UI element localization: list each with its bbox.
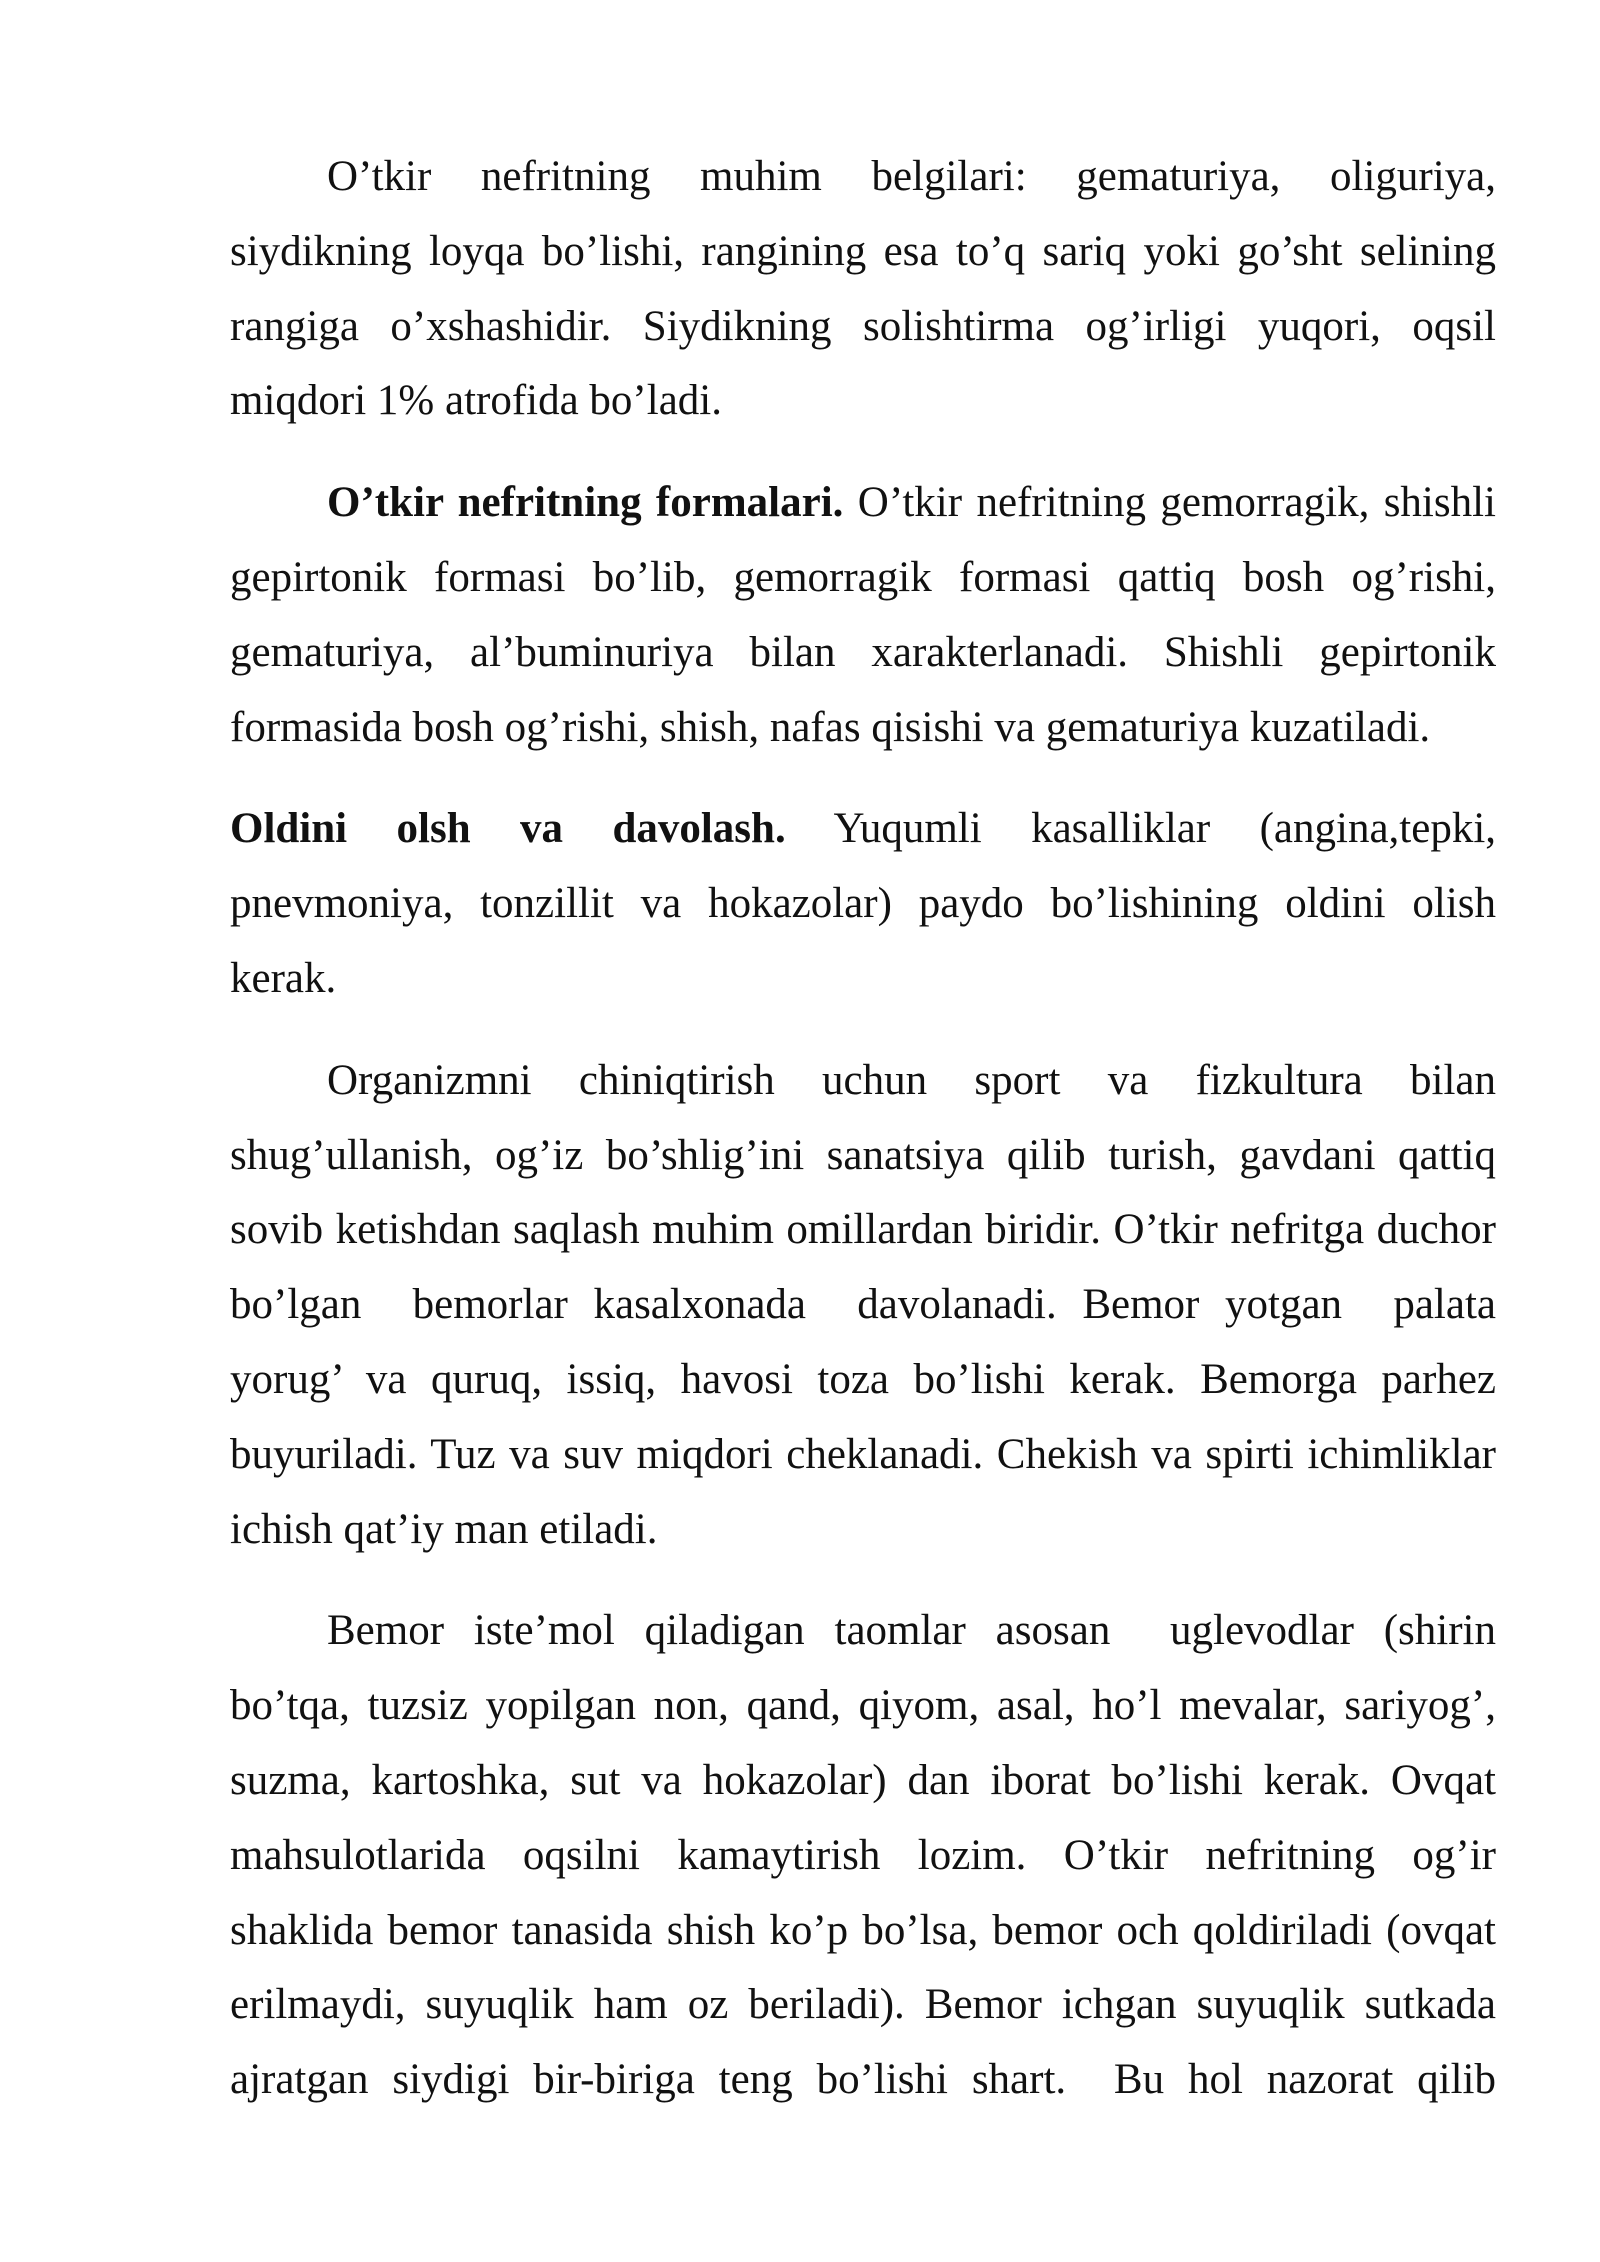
text-line: shaklida bemor tanasida shish ko’p bo’lsa, bemor och qoldiriladi (ovqat [230,1906,1496,1954]
text-line [230,792,1496,867]
text-line: buyuriladi. Tuz va suv miqdori cheklanadi. Chekish va spirti ichimliklar [230,1430,1496,1478]
text-line: suzma, kartoshka, sut va hokazolar) dan iborat bo’lishi kerak. Ovqat [230,1756,1496,1804]
text-line: siydikning loyqa bo’lishi, rangining esa to’q sariq yoki go’sht selining [230,227,1496,275]
document-body [230,140,1496,2145]
text-line-content: Yuqumli kasalliklar (angina,tepki, [833,805,1496,853]
paragraph-diet [230,1594,1496,2118]
text-line: Bemor iste’mol qiladigan taomlar asosan uglevodlar (shirin [327,1607,1496,1655]
text-line: gematuriya, al’buminuriya bilan xarakterlanadi. Shishli gepirtonik [230,628,1496,676]
paragraph-hardening [230,1044,1496,1568]
text-line: bo’lgan bemorlar kasalxonada davolanadi. Bemor yotgan palata [230,1281,1496,1329]
text-line: miqdori 1% atrofida bo’ladi. [230,377,722,425]
text-line: sovib ketishdan saqlash muhim omillardan biridir. O’tkir nefritga duchor [230,1206,1496,1254]
text-line: O’tkir nefritning muhim belgilari: gematuriya, oliguriya, [327,153,1496,200]
text-line: Organizmni chiniqtirish uchun sport va fizkultura bilan [327,1056,1496,1104]
text-line: yorug’ va quruq, issiq, havosi toza bo’lishi kerak. Bemorga parhez [230,1355,1496,1403]
section-heading-forms: O’tkir nefritning formalari. [327,479,844,527]
text-line: kerak. [230,954,337,1002]
text-line: formasida bosh og’rishi, shish, nafas qisishi va gematuriya kuzatiladi. [230,703,1431,751]
text-line-content: O’tkir nefritning gemorragik, shishli [857,479,1496,527]
text-line: ajratgan siydigi bir-biriga teng bo’lishi shart. Bu hol nazorat qilib [230,2056,1496,2104]
text-line: erilmaydi, suyuqlik ham oz beriladi). Bemor ichgan suyuqlik sutkada [230,1981,1496,2029]
text-line: rangiga o’xshashidir. Siydikning solishtirma og’irligi yuqori, oqsil [230,302,1496,350]
paragraph-prevention [230,792,1496,1016]
text-line: pnevmoniya, tonzillit va hokazolar) paydo bo’lishining oldini olish [230,880,1496,928]
section-heading-prevention: Oldini olsh va davolash. [230,805,786,853]
text-line: gepirtonik formasi bo’lib, gemorragik formasi qattiq bosh og’rishi, [230,553,1496,601]
text-line: ichish qat’iy man etiladi. [230,1505,658,1553]
text-line: mahsulotlarida oqsilni kamaytirish lozim. O’tkir nefritning og’ir [230,1831,1496,1879]
text-line: shug’ullanish, og’iz bo’shlig’ini sanatsiya qilib turish, gavdani qattiq [230,1131,1496,1179]
text-line [230,466,1496,541]
text-line: bo’tqa, tuzsiz yopilgan non, qand, qiyom, asal, ho’l mevalar, sariyog’, [230,1682,1496,1730]
paragraph-forms [230,466,1496,765]
paragraph-symptoms [230,140,1496,439]
